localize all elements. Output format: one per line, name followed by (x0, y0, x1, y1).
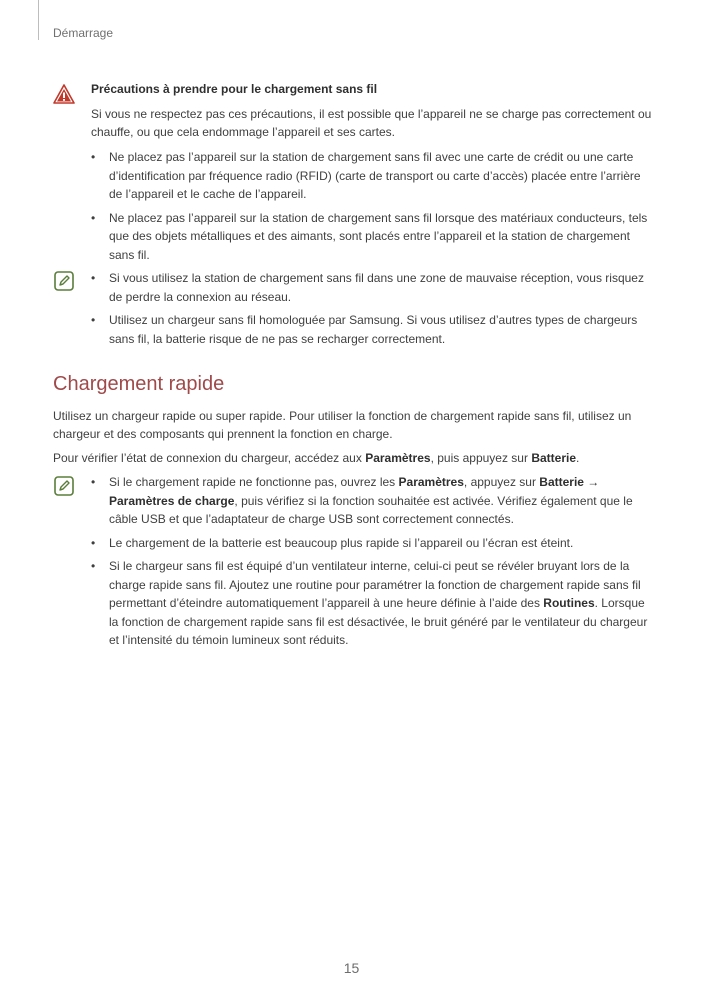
list-item: • Utilisez un chargeur sans fil homologuée par Samsung. Si vous utilisez d’autres types de chargeurs sans fil, la batterie risque de ne pas se recharger correctement. (91, 313, 638, 346)
section-header: Démarrage (53, 26, 114, 40)
page-number: 15 (343, 960, 360, 976)
list-item: • Si vous utilisez la station de chargement sans fil dans une zone de mauvaise réception, vous risquez de perdre la connexion au réseau. (91, 271, 644, 304)
note-list-2 (91, 473, 656, 655)
note-icon (54, 271, 74, 291)
fast-charging-instructions: Pour vérifier l’état de connexion du chargeur, accédez aux Paramètres, puis appuyez sur Batterie. (53, 451, 580, 465)
caution-list (91, 148, 656, 269)
fast-charging-paragraph: Utilisez un chargeur rapide ou super rapide. Pour utiliser la fonction de chargement rapide sans fil, utilisez un chargeur et des composants qui prennent la fonction en charge. (53, 409, 632, 441)
note-icon (54, 476, 74, 496)
caution-intro: Si vous ne respectez pas ces précautions, il est possible que l’appareil ne se charge pas correctement ou chauffe, ou que cela endommage l’appareil et ses cartes. (91, 107, 652, 139)
list-item: • Si le chargement rapide ne fonctionne pas, ouvrez les Paramètres, appuyez sur Batterie → Paramètres de charge, puis vérifiez si la fonction souhaitée est activée. Vérifiez également que le câble USB et que l’adaptateur de charge USB sont correctement connectés. (91, 475, 633, 526)
list-item: • Ne placez pas l’appareil sur la station de chargement sans fil lorsque des matériaux conducteurs, tels que des objets métalliques et des aimants, sont placés entre l’appareil et la station de chargement sans fil. (91, 210, 648, 262)
header-rule (38, 0, 39, 40)
note-list-1 (91, 269, 656, 353)
list-item: • Si le chargeur sans fil est équipé d’un ventilateur interne, celui-ci peut se révéler bruyant lors de la charge rapide sans fil. Ajoutez une routine pour paramétrer la fonction de chargement rapide sans fil permettant d’éteindre automatiquement l’appareil à une heure définie à l’aide des Routines. Lorsque la fonction de chargement rapide sans fil est désactivée, le bruit généré par le ventilateur du chargeur et l’intensité du témoin lumineux sont réduits. (91, 559, 648, 647)
warning-icon (53, 84, 75, 104)
caution-title: Précautions à prendre pour le chargement sans fil (91, 82, 378, 96)
list-item: • Ne placez pas l’appareil sur la station de chargement sans fil avec une carte de crédit ou une carte d’identification par fréquence radio (RFID) (carte de transport ou carte d’accès) placée entre l’arrière de l’appareil et le cache de l’appareil. (91, 150, 641, 201)
section-title: Chargement rapide (53, 373, 225, 395)
list-item: • Le chargement de la batterie est beaucoup plus rapide si l’appareil ou l’écran est éteint. (91, 535, 574, 550)
